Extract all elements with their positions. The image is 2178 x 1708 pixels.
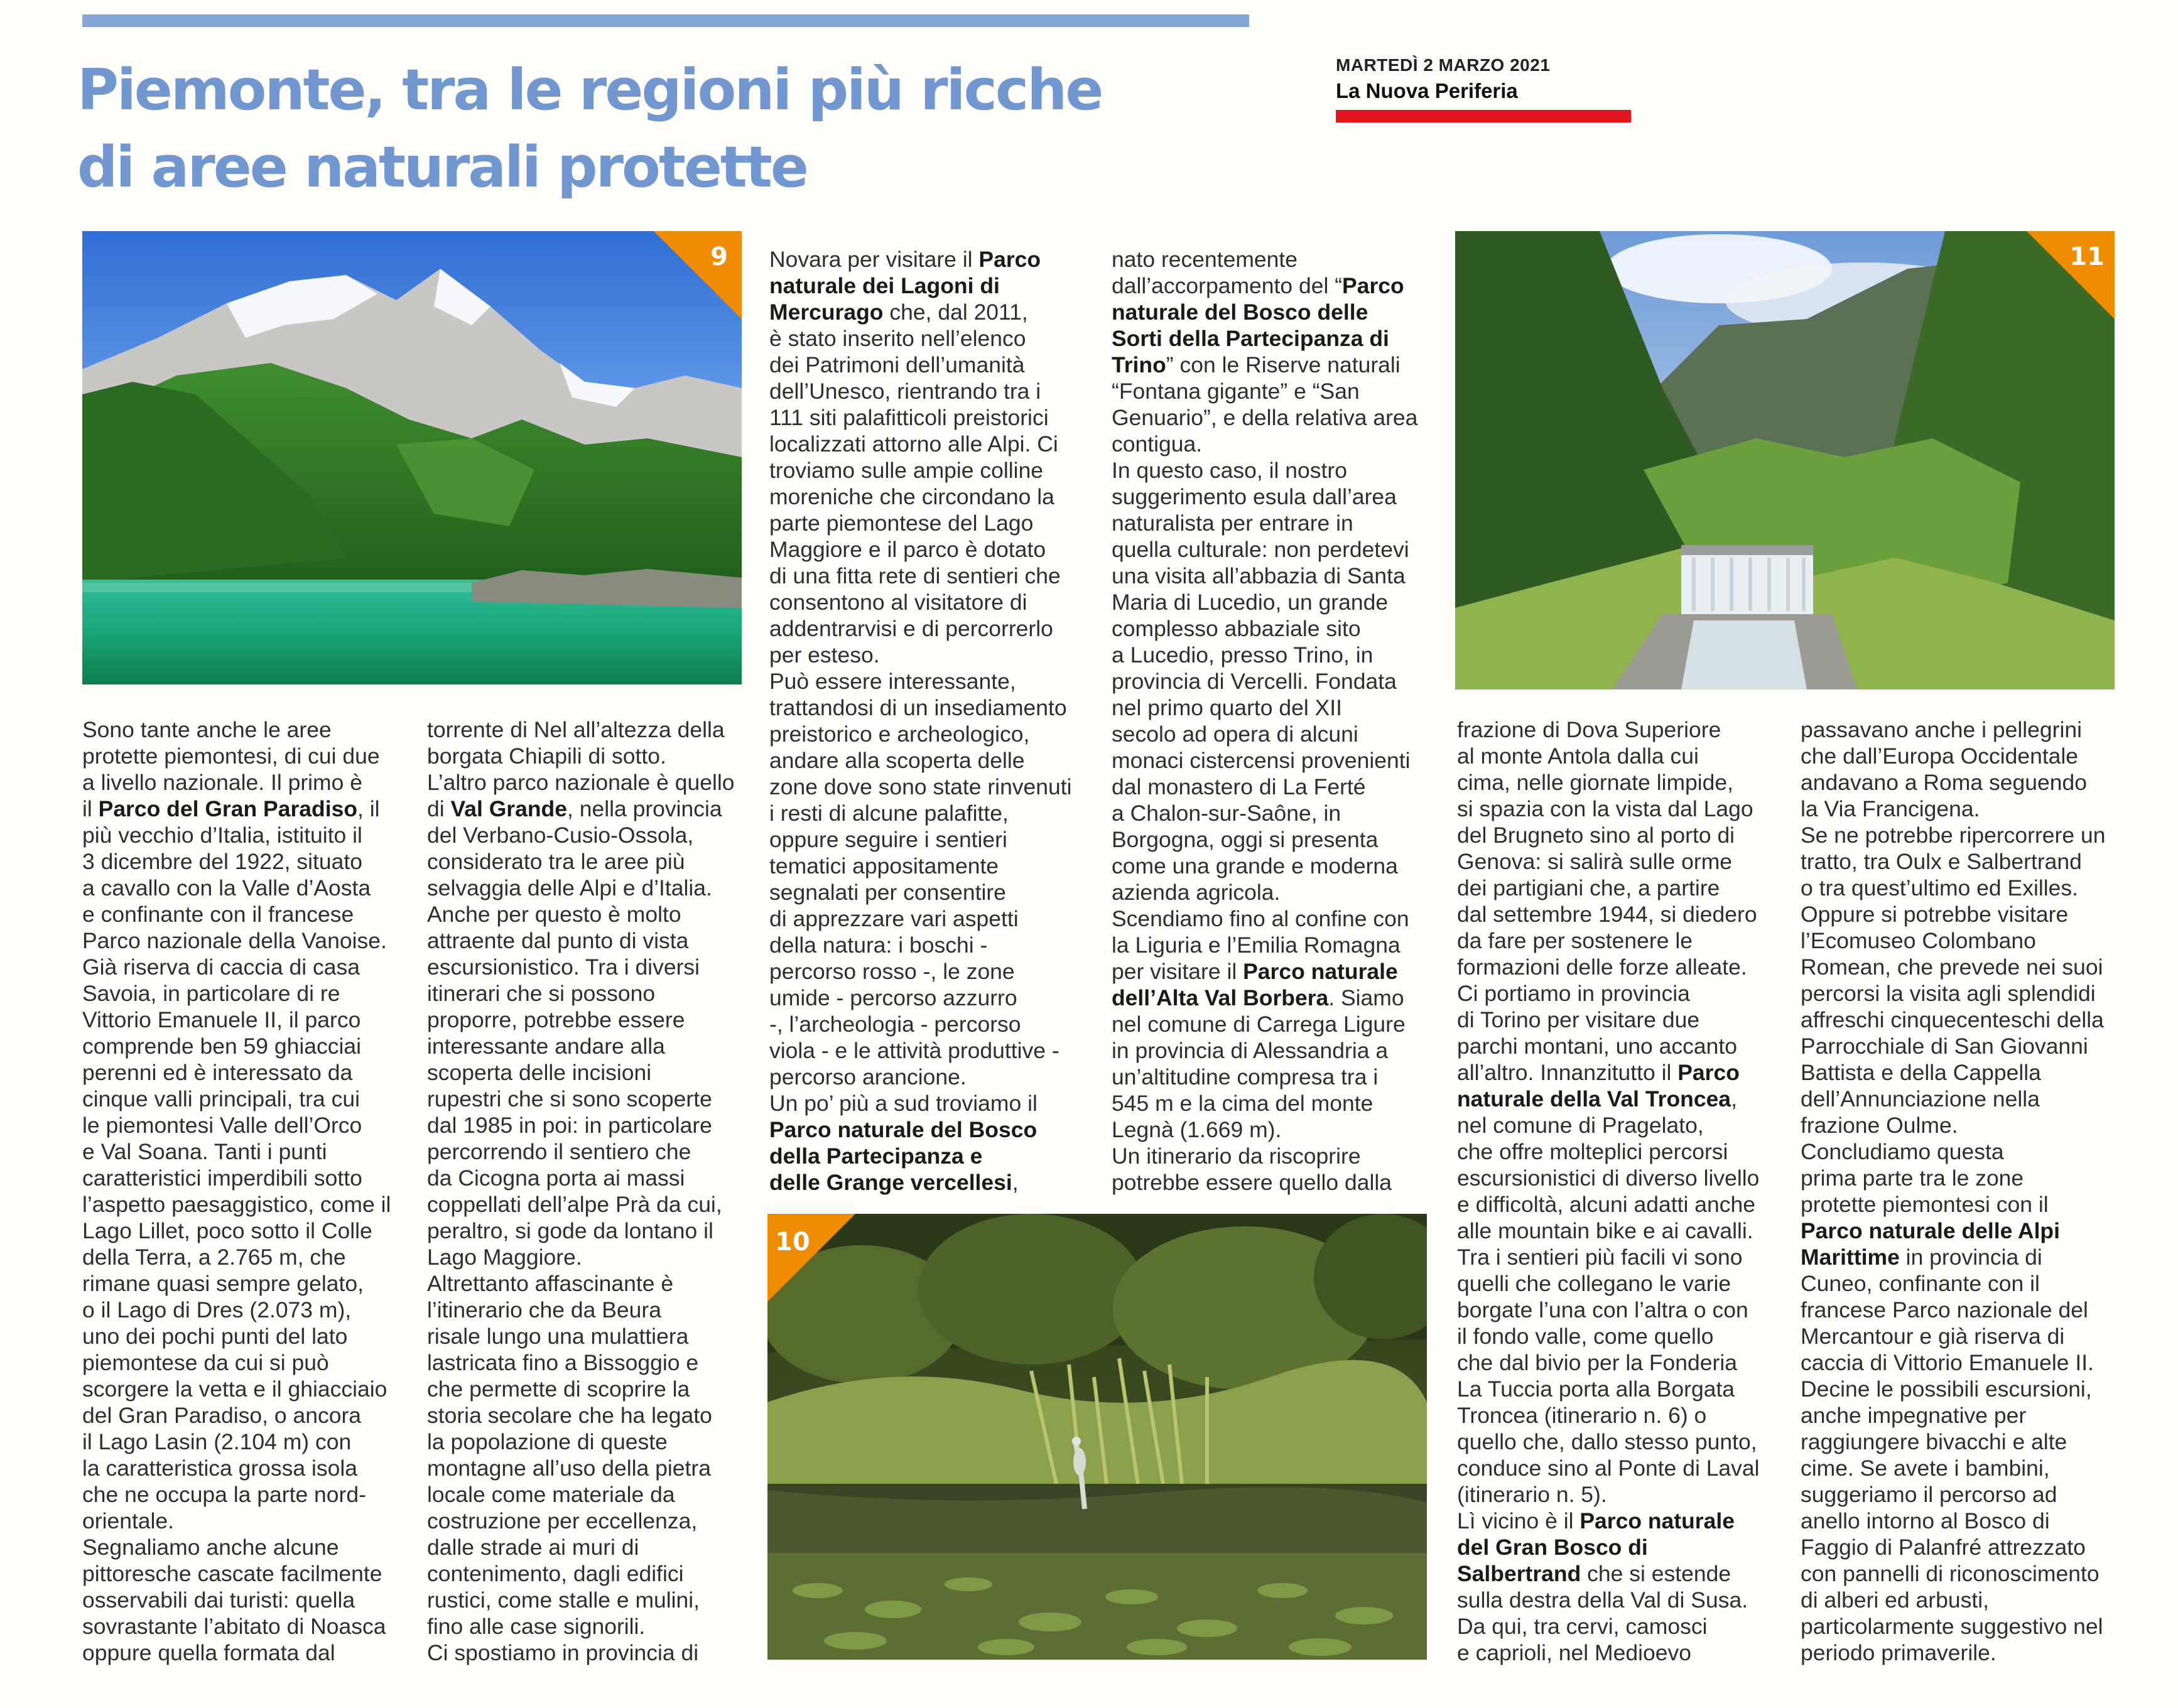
text-line: Mercurago che, dal 2011,	[769, 300, 1028, 325]
park-name: Parco naturale	[1579, 1508, 1735, 1533]
text-line: Un itinerario da riscoprire	[1112, 1143, 1361, 1169]
text-line: Tra i sentieri più facili vi sono	[1457, 1245, 1743, 1270]
text-line: potrebbe essere quello dalla	[1112, 1170, 1392, 1195]
article-column-5	[1457, 716, 1760, 1666]
text-line: Se ne potrebbe ripercorrere un	[1801, 823, 2106, 848]
text-line: 3 dicembre del 1922, situato	[82, 849, 363, 874]
photo-number: 11	[2069, 242, 2105, 271]
text-line: caccia di Vittorio Emanuele II.	[1801, 1350, 2094, 1375]
text-line: Maria di Lucedio, un grande	[1112, 590, 1389, 615]
text-line: Da qui, tra cervi, camosci	[1457, 1614, 1708, 1639]
text-line: francese Parco nazionale del	[1801, 1297, 2088, 1322]
text-line: “Fontana gigante” e “San	[1112, 379, 1360, 404]
text-line: localizzati attorno alle Alpi. Ci	[769, 431, 1058, 457]
text-line: per visitare il Parco naturale	[1112, 959, 1398, 984]
text-line: la caratteristica grossa isola	[82, 1456, 358, 1481]
headline-line: di aree naturali protette	[77, 134, 807, 200]
text-line: dei partigiani che, a partire	[1457, 875, 1720, 900]
text-line: frazione di Dova Superiore	[1457, 717, 1721, 742]
text-line: percorso arancione.	[769, 1064, 967, 1089]
text-line: un’altitudine compresa tra i	[1112, 1064, 1379, 1089]
text-line: il Parco del Gran Paradiso, il	[82, 796, 380, 821]
text-line: a Lucedio, presso Trino, in	[1112, 642, 1373, 668]
text-line: di apprezzare vari aspetti	[769, 906, 1019, 931]
text-line: fino alle case signorili.	[427, 1614, 646, 1639]
text-line: passavano anche i pellegrini	[1801, 717, 2082, 742]
text-line: Anche per questo è molto	[427, 902, 681, 927]
text-line: la Liguria e l’Emilia Romagna	[1112, 932, 1401, 958]
text-line: sovrastante l’abitato di Noasca	[82, 1614, 386, 1639]
text-line: protette piemontesi con il	[1801, 1192, 2049, 1217]
text-line: più vecchio d’Italia, istituito il	[82, 823, 362, 848]
text-line: Un po’ più a sud troviamo il	[769, 1091, 1038, 1116]
text-line: e difficoltà, alcuni adatti anche	[1457, 1192, 1755, 1217]
text-line: monaci cistercensi provenienti	[1112, 748, 1411, 773]
text-line: Mercantour e già riserva di	[1801, 1324, 2065, 1349]
text-line: di Val Grande, nella provincia	[427, 796, 722, 821]
text-line: oppure quella formata dal	[82, 1640, 335, 1665]
park-name: Val Grande	[450, 796, 567, 821]
text-line: i resti di alcune palafitte,	[769, 801, 1009, 826]
photo-number-badge	[767, 1214, 855, 1302]
text-line: a cavallo con la Valle d’Aosta	[82, 875, 371, 900]
text-line: Già riserva di caccia di casa	[82, 954, 360, 980]
park-name: naturale della Val Troncea	[1457, 1086, 1731, 1111]
heron-pond-photo	[767, 1214, 1427, 1660]
text-line: -, l’archeologia - percorso	[769, 1012, 1021, 1037]
text-line: perenni ed è interessato da	[82, 1060, 353, 1085]
text-line	[1112, 325, 1417, 352]
park-name: naturale del Bosco delle	[1112, 300, 1368, 325]
text-line: naturale della Val Troncea,	[1457, 1086, 1737, 1111]
text-line: Maggiore e il parco è dotato	[769, 537, 1046, 562]
text-line: azienda agricola.	[1112, 880, 1281, 905]
text-line: Savoia, in particolare di re	[82, 981, 340, 1006]
text-line: cinque valli principali, tra cui	[82, 1086, 360, 1111]
text-line: attraente dal punto di vista	[427, 928, 689, 953]
text-line: secolo ad opera di alcuni	[1112, 722, 1358, 747]
text-line: quelli che collegano le varie	[1457, 1271, 1731, 1296]
text-line: a livello nazionale. Il primo è	[82, 770, 362, 795]
text-line: e caprioli, nel Medioevo	[1457, 1640, 1691, 1665]
text-line: considerato tra le aree più	[427, 849, 685, 874]
text-line: Novara per visitare il Parco	[769, 247, 1041, 272]
text-line: Decine le possibili escursioni,	[1801, 1376, 2092, 1402]
text-line: itinerari che si possono	[427, 981, 656, 1006]
text-line: Trino” con le Riserve naturali	[1112, 352, 1401, 377]
text-line: scorgere la vetta e il ghiacciaio	[82, 1376, 387, 1402]
text-line: umide - percorso azzurro	[769, 985, 1017, 1010]
text-line: anche impegnative per	[1801, 1403, 2027, 1428]
text-line: suggerimento esula dall’area	[1112, 484, 1397, 509]
text-line: e confinante con il francese	[82, 902, 354, 927]
text-line: il fondo valle, come quello	[1457, 1324, 1714, 1349]
article-column-3	[769, 246, 1072, 1196]
park-name: dell’Alta Val Borbera	[1112, 985, 1329, 1010]
text-line: andavano a Roma seguendo	[1801, 770, 2087, 795]
photo-number-badge	[2027, 231, 2115, 319]
text-line: da fare per sostenere le	[1457, 928, 1693, 953]
text-line: risale lungo una mulattiera	[427, 1324, 689, 1349]
article-column-2	[427, 716, 734, 1666]
text-line: l’Ecomuseo Colombano	[1801, 928, 2036, 953]
text-line: alle mountain bike e ai cavalli.	[1457, 1218, 1753, 1243]
text-line: montagne all’uso della pietra	[427, 1456, 711, 1481]
text-line	[769, 1116, 1072, 1143]
text-line: Troncea (itinerario n. 6) o	[1457, 1403, 1707, 1428]
text-line: Scendiamo fino al confine con	[1112, 906, 1409, 931]
text-line: caratteristici imperdibili sotto	[82, 1165, 362, 1191]
text-line: dell’Unesco, rientrando tra i	[769, 379, 1041, 404]
text-line: o tra quest’ultimo ed Exilles.	[1801, 875, 2078, 900]
text-line: protette piemontesi, di cui due	[82, 743, 380, 769]
text-line: Ci portiamo in provincia	[1457, 981, 1690, 1006]
issue-date: MARTEDÌ 2 MARZO 2021	[1336, 55, 1551, 75]
text-line: che permette di scoprire la	[427, 1376, 690, 1402]
text-line: sulla destra della Val di Susa.	[1457, 1587, 1748, 1613]
text-line: costruzione per eccellenza,	[427, 1508, 698, 1533]
text-line: troviamo sulle ampie colline	[769, 458, 1044, 483]
text-line: proporre, potrebbe essere	[427, 1007, 685, 1032]
text-line: le piemontesi Valle dell’Orco	[82, 1113, 362, 1138]
text-line: Sono tante anche le aree	[82, 717, 332, 742]
text-line: lastricata fino a Bissoggio e	[427, 1350, 699, 1375]
red-accent-bar	[1336, 110, 1631, 122]
text-line: delle Grange vercellesi,	[769, 1170, 1019, 1195]
text-line: viola - e le attività produttive -	[769, 1038, 1059, 1063]
text-line: (itinerario n. 5).	[1457, 1482, 1607, 1507]
text-line: pittoresche cascate facilmente	[82, 1561, 382, 1586]
text-line: conduce sino al Ponte di Laval	[1457, 1456, 1760, 1481]
text-line: di una fitta rete di sentieri che	[769, 563, 1061, 588]
text-line: Faggio di Palanfré attrezzato	[1801, 1535, 2086, 1560]
text-line: come una grande e moderna	[1112, 853, 1398, 878]
text-line: di alberi ed arbusti,	[1801, 1587, 1989, 1613]
text-line: dall’accorpamento del “Parco	[1112, 273, 1404, 298]
text-line: percorsi la visita agli splendidi	[1801, 981, 2096, 1006]
text-line	[1457, 1534, 1760, 1560]
text-line: escursionistici di diverso livello	[1457, 1165, 1760, 1191]
text-line: Romean, che prevede nei suoi	[1801, 954, 2103, 980]
text-line: periodo primaverile.	[1801, 1640, 1996, 1665]
text-line: Concludiamo questa	[1801, 1139, 2004, 1164]
text-line: Lago Lillet, poco sotto il Colle	[82, 1218, 372, 1243]
text-line: dal monastero di La Ferté	[1112, 774, 1366, 799]
park-name: Trino	[1112, 352, 1166, 377]
text-line: nel comune di Pragelato,	[1457, 1113, 1704, 1138]
text-line: borgate l’una con l’altra o con	[1457, 1297, 1748, 1322]
text-line: dal 1985 in poi: in particolare	[427, 1113, 712, 1138]
headline-line: Piemonte, tra le regioni più ricche	[77, 57, 1102, 123]
text-line: dei Patrimoni dell’umanità	[769, 352, 1025, 377]
text-line: Legnà (1.669 m).	[1112, 1117, 1282, 1142]
text-line: tratto, tra Oulx e Salbertrand	[1801, 849, 2082, 874]
text-line: che dal bivio per la Fonderia	[1457, 1350, 1737, 1375]
park-name: Parco naturale del Bosco	[769, 1117, 1038, 1142]
text-line: oppure seguire i sentieri	[769, 827, 1007, 852]
text-line: che offre molteplici percorsi	[1457, 1139, 1728, 1164]
text-line: Marittime in provincia di	[1801, 1245, 2042, 1270]
text-line: in provincia di Alessandria a	[1112, 1038, 1389, 1063]
park-name: Salbertrand	[1457, 1561, 1581, 1586]
park-name: Parco	[1342, 273, 1404, 298]
text-line: Parrocchiale di San Giovanni	[1801, 1034, 2088, 1059]
text-line: Segnaliamo anche alcune	[82, 1535, 339, 1560]
text-line: rupestri che si sono scoperte	[427, 1086, 712, 1111]
park-name: Parco naturale	[1243, 959, 1398, 984]
text-line: Lago Maggiore.	[427, 1245, 582, 1270]
text-line: La Tuccia porta alla Borgata	[1457, 1376, 1735, 1402]
text-line	[769, 1143, 1072, 1169]
text-line: Vittorio Emanuele II, il parco	[82, 1007, 361, 1032]
text-line: 111 siti palafitticoli preistorici	[769, 405, 1049, 430]
text-line: consentono al visitatore di	[769, 590, 1027, 615]
park-name: Parco	[1677, 1060, 1740, 1085]
text-line: locale come materiale da	[427, 1482, 675, 1507]
text-line: scoperta delle incisioni	[427, 1060, 652, 1085]
park-name: Parco del Gran Paradiso	[98, 796, 357, 821]
text-line: escursionistico. Tra i diversi	[427, 954, 700, 980]
text-line: comprende ben 59 ghiacciai	[82, 1034, 362, 1059]
text-line: dalle strade ai muri di	[427, 1535, 639, 1560]
text-line	[769, 273, 1072, 299]
text-line: e Val Soana. Tanti i punti	[82, 1139, 327, 1164]
text-line: percorso rosso -, le zone	[769, 959, 1015, 984]
text-line: parchi montani, uno accanto	[1457, 1034, 1738, 1059]
article-column-1	[82, 716, 391, 1666]
text-line: moreniche che circondano la	[769, 484, 1054, 509]
text-line: Cuneo, confinante con il	[1801, 1271, 2040, 1296]
text-line: o il Lago di Dres (2.073 m),	[82, 1297, 352, 1322]
text-line: all’altro. Innanzitutto il Parco	[1457, 1060, 1740, 1085]
text-line: della natura: i boschi -	[769, 932, 988, 958]
text-line: per esteso.	[769, 642, 880, 668]
text-line: In questo caso, il nostro	[1112, 458, 1347, 483]
text-line: si spazia con la vista dal Lago	[1457, 796, 1753, 821]
text-line: affreschi cinquecenteschi della	[1801, 1007, 2104, 1032]
text-line: da Cicogna porta ai massi	[427, 1165, 685, 1191]
text-line: Lì vicino è il Parco naturale	[1457, 1508, 1735, 1533]
text-line: Parco nazionale della Vanoise.	[82, 928, 387, 953]
park-name: del Gran Bosco di	[1457, 1535, 1648, 1560]
text-line: che ne occupa la parte nord-	[82, 1482, 366, 1507]
text-line: Ci spostiamo in provincia di	[427, 1640, 699, 1665]
text-line: suggeriamo il percorso ad	[1801, 1482, 2057, 1507]
text-line: provincia di Vercelli. Fondata	[1112, 669, 1397, 694]
text-line: nel primo quarto del XII	[1112, 695, 1343, 720]
text-line: rimane quasi sempre gelato,	[82, 1271, 364, 1296]
text-line: osservabili dai turisti: quella	[82, 1587, 355, 1613]
park-name: delle Grange vercellesi	[769, 1170, 1012, 1195]
text-line: peraltro, si gode da lontano il	[427, 1218, 713, 1243]
park-name: Parco	[978, 247, 1041, 272]
newspaper-name: La Nuova Periferia	[1336, 79, 1518, 102]
text-line: addentrarvisi e di percorrerlo	[769, 616, 1053, 641]
text-line: dell’Alta Val Borbera. Siamo	[1112, 985, 1404, 1010]
top-accent-bar	[82, 14, 1249, 27]
text-line: è stato inserito nell’elenco	[769, 326, 1026, 351]
text-line: particolarmente suggestivo nel	[1801, 1614, 2103, 1639]
text-line: coppellati dell’alpe Prà da cui,	[427, 1192, 722, 1217]
text-line: storia secolare che ha legato	[427, 1403, 712, 1428]
text-line: Salbertrand che si estende	[1457, 1561, 1731, 1586]
text-line: quella culturale: non perdetevi	[1112, 537, 1409, 562]
article-column-6	[1801, 716, 2105, 1666]
mountain-lake-photo	[82, 231, 742, 684]
park-name: della Partecipanza e	[769, 1143, 983, 1169]
text-line	[1801, 1218, 2105, 1244]
text-line: di Torino per visitare due	[1457, 1007, 1700, 1032]
text-line: del Verbano-Cusio-Ossola,	[427, 823, 694, 848]
article-column-4	[1112, 246, 1417, 1196]
text-line: tematici appositamente	[769, 853, 999, 878]
text-line: nel comune di Carrega Ligure	[1112, 1012, 1406, 1037]
photo-number-badge	[654, 231, 742, 319]
text-line: quello che, dallo stesso punto,	[1457, 1429, 1757, 1454]
text-line: 545 m e la cima del monte	[1112, 1091, 1373, 1116]
text-line: al monte Antola dalla cui	[1457, 743, 1699, 769]
park-name: Parco naturale delle Alpi	[1801, 1218, 2060, 1243]
text-line: interessante andare alla	[427, 1034, 665, 1059]
photo-number: 9	[710, 242, 728, 271]
text-line: andare alla scoperta delle	[769, 748, 1025, 773]
text-line: della Terra, a 2.765 m, che	[82, 1245, 346, 1270]
text-line: frazione Oulme.	[1801, 1113, 1958, 1138]
text-line: nato recentemente	[1112, 247, 1298, 272]
text-line: cima, nelle giornate limpide,	[1457, 770, 1734, 795]
text-line: a Chalon-sur-Saône, in	[1112, 801, 1341, 826]
text-line: rustici, come stalle e mulini,	[427, 1587, 700, 1613]
text-line: naturalista per entrare in	[1112, 511, 1353, 536]
text-line: trattandosi di un insediamento	[769, 695, 1067, 720]
text-line: zone dove sono state rinvenuti	[769, 774, 1072, 799]
text-line: la Via Francigena.	[1801, 796, 1980, 821]
waterfall-valley-photo	[1455, 231, 2115, 689]
text-line: prima parte tra le zone	[1801, 1165, 2024, 1191]
text-line: la popolazione di queste	[427, 1429, 668, 1454]
text-line: cime. Se avete i bambini,	[1801, 1456, 2050, 1481]
text-line	[1112, 299, 1417, 325]
text-line: che dall’Europa Occidentale	[1801, 743, 2079, 769]
text-line: Genova: si salirà sulle orme	[1457, 849, 1733, 874]
text-line: orientale.	[82, 1508, 175, 1533]
park-name: naturale dei Lagoni di	[769, 273, 1000, 298]
text-line: l’itinerario che da Beura	[427, 1297, 661, 1322]
text-line: con pannelli di riconoscimento	[1801, 1561, 2099, 1586]
text-line: contenimento, dagli edifici	[427, 1561, 684, 1586]
text-line: una visita all’abbazia di Santa	[1112, 563, 1406, 588]
text-line: il Lago Lasin (2.104 m) con	[82, 1429, 352, 1454]
text-line: borgata Chiapili di sotto.	[427, 743, 666, 769]
text-line: complesso abbaziale sito	[1112, 616, 1361, 641]
text-line: Battista e della Cappella	[1801, 1060, 2041, 1085]
text-line: preistorico e archeologico,	[769, 722, 1030, 747]
text-line: uno dei pochi punti del lato	[82, 1324, 348, 1349]
text-line: del Brugneto sino al porto di	[1457, 823, 1735, 848]
text-line: torrente di Nel all’altezza della	[427, 717, 725, 742]
text-line: dell’Annunciazione nella	[1801, 1086, 2040, 1111]
text-line: piemontese da cui si può	[82, 1350, 329, 1375]
text-line: parte piemontese del Lago	[769, 511, 1034, 536]
park-name: Sorti della Partecipanza di	[1112, 326, 1389, 351]
text-line: dal settembre 1944, si diedero	[1457, 902, 1757, 927]
text-line: Altrettanto affascinante è	[427, 1271, 674, 1296]
text-line: formazioni delle forze alleate.	[1457, 954, 1747, 980]
text-line: selvaggia delle Alpi e d’Italia.	[427, 875, 712, 900]
text-line: Può essere interessante,	[769, 669, 1016, 694]
headline	[77, 51, 1270, 206]
text-line: Oppure si potrebbe visitare	[1801, 902, 2069, 927]
text-line: Borgogna, oggi si presenta	[1112, 827, 1379, 852]
text-line: segnalati per consentire	[769, 880, 1006, 905]
text-line: del Gran Paradiso, o ancora	[82, 1403, 362, 1428]
text-line: anello intorno al Bosco di	[1801, 1508, 2050, 1533]
text-line: raggiungere bivacchi e alte	[1801, 1429, 2067, 1454]
text-line: Genuario”, e della relativa area	[1112, 405, 1418, 430]
park-name: Marittime	[1801, 1245, 1900, 1270]
text-line: percorrendo il sentiero che	[427, 1139, 691, 1164]
text-line: l’aspetto paesaggistico, come il	[82, 1192, 391, 1217]
text-line: contigua.	[1112, 431, 1203, 457]
park-name: Mercurago	[769, 300, 884, 325]
photo-number: 10	[775, 1228, 810, 1257]
text-line: L’altro parco nazionale è quello	[427, 770, 735, 795]
